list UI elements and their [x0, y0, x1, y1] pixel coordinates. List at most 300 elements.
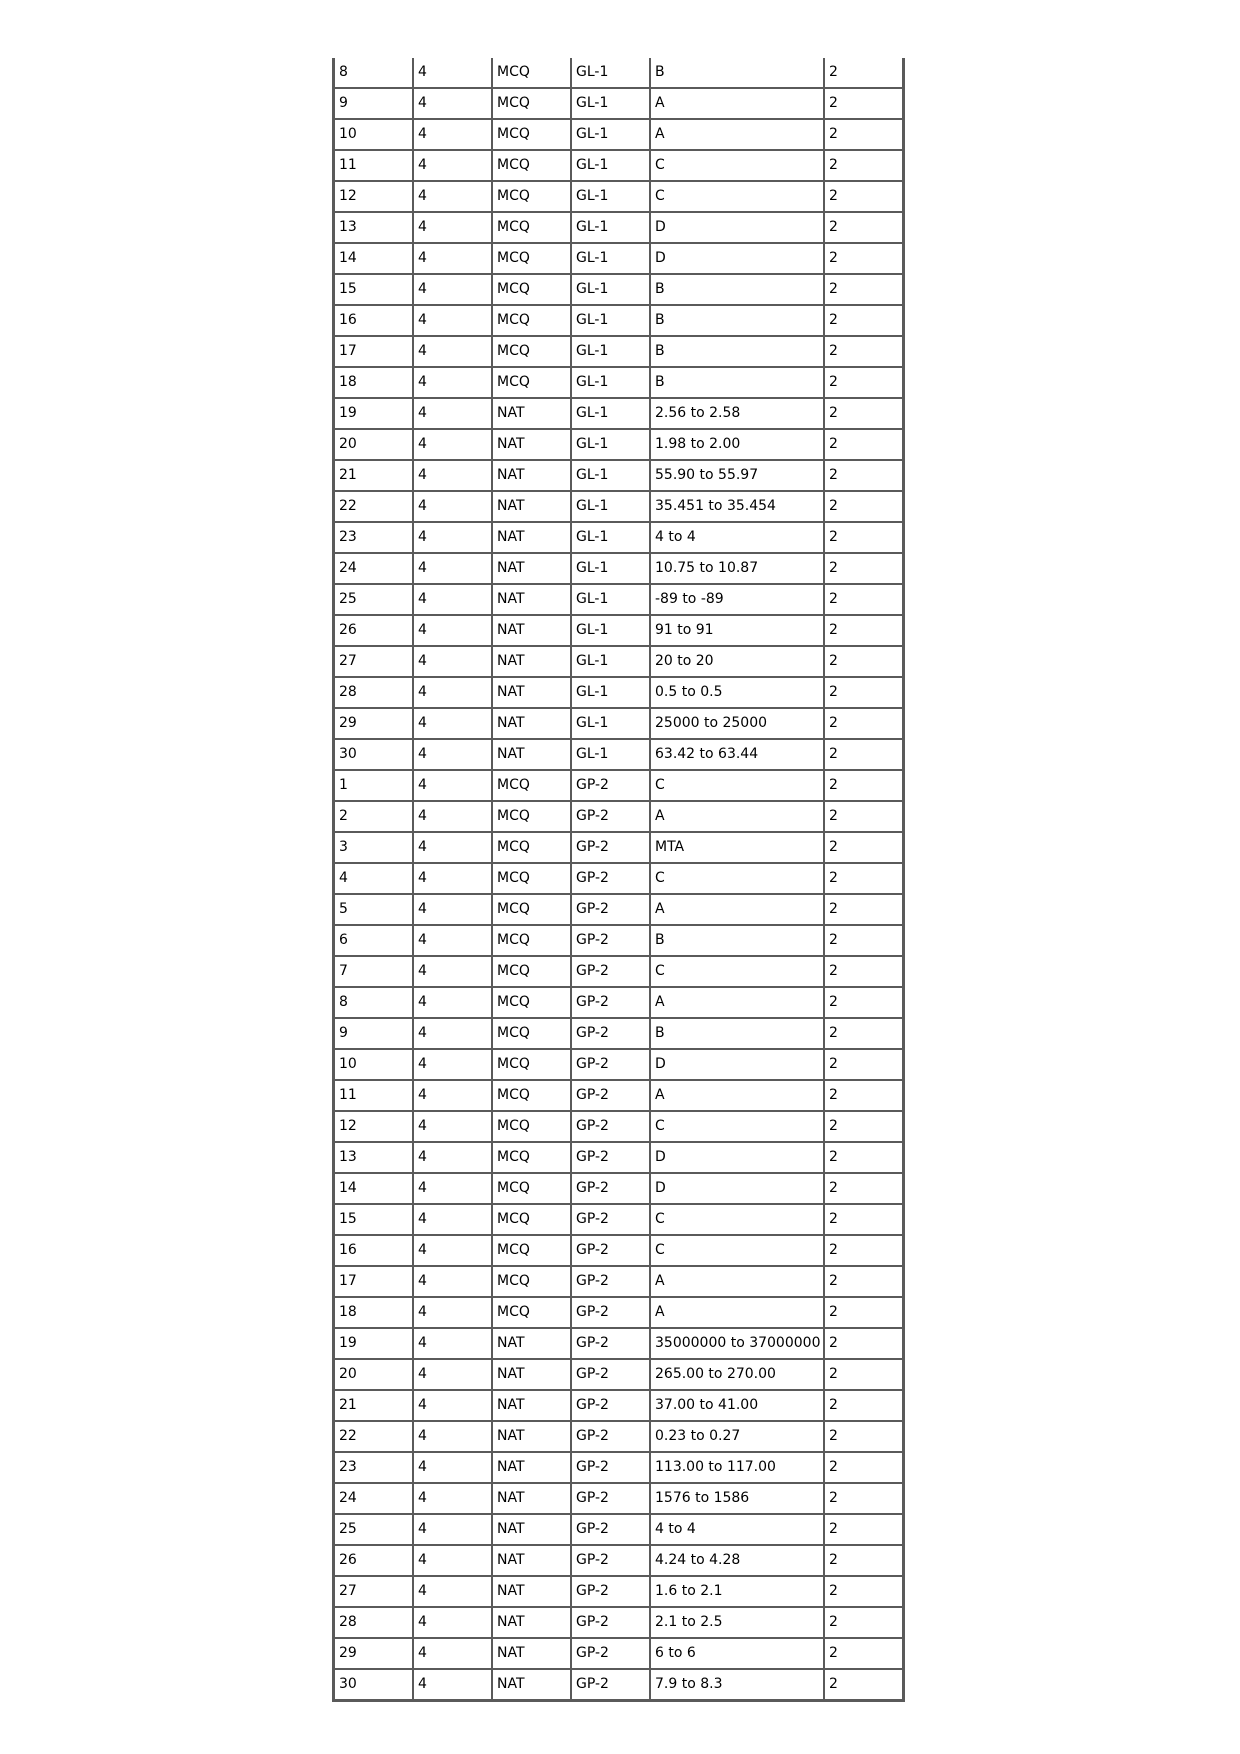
section-cell: 4 [413, 1266, 492, 1297]
section-cell: 4 [413, 863, 492, 894]
table-row [334, 1235, 903, 1266]
section-cell: 4 [413, 956, 492, 987]
question-type-cell: MCQ [492, 1173, 571, 1204]
question-number-cell: 20 [334, 429, 413, 460]
question-type-cell: MCQ [492, 305, 571, 336]
table-row [334, 1204, 903, 1235]
marks-cell: 2 [824, 987, 903, 1018]
question-type-cell: NAT [492, 1328, 571, 1359]
marks-cell: 2 [824, 739, 903, 770]
paper-code-cell: GP-2 [571, 894, 650, 925]
answer-key-cell: C [650, 1235, 824, 1266]
table-row [334, 398, 903, 429]
answer-key-cell: 265.00 to 270.00 [650, 1359, 824, 1390]
paper-code-cell: GP-2 [571, 1452, 650, 1483]
paper-code-cell: GP-2 [571, 1111, 650, 1142]
question-number-cell: 9 [334, 1018, 413, 1049]
section-cell: 4 [413, 274, 492, 305]
question-type-cell: NAT [492, 1607, 571, 1638]
answer-key-cell: 0.5 to 0.5 [650, 677, 824, 708]
marks-cell: 2 [824, 1018, 903, 1049]
section-cell: 4 [413, 58, 492, 88]
table-row [334, 274, 903, 305]
question-number-cell: 23 [334, 522, 413, 553]
table-row [334, 1638, 903, 1669]
question-number-cell: 11 [334, 150, 413, 181]
question-number-cell: 27 [334, 646, 413, 677]
marks-cell: 2 [824, 1638, 903, 1669]
question-type-cell: NAT [492, 646, 571, 677]
paper-code-cell: GL-1 [571, 429, 650, 460]
answer-key-cell: B [650, 274, 824, 305]
question-number-cell: 19 [334, 398, 413, 429]
paper-code-cell: GL-1 [571, 243, 650, 274]
question-number-cell: 24 [334, 1483, 413, 1514]
section-cell: 4 [413, 925, 492, 956]
question-number-cell: 18 [334, 1297, 413, 1328]
question-number-cell: 12 [334, 181, 413, 212]
answer-key-cell: C [650, 1111, 824, 1142]
question-type-cell: MCQ [492, 212, 571, 243]
table-row [334, 646, 903, 677]
table-row [334, 119, 903, 150]
answer-key-cell: D [650, 1173, 824, 1204]
answer-key-table [332, 58, 905, 1702]
table-row [334, 584, 903, 615]
paper-code-cell: GL-1 [571, 367, 650, 398]
section-cell: 4 [413, 1607, 492, 1638]
paper-code-cell: GP-2 [571, 1173, 650, 1204]
paper-code-cell: GL-1 [571, 646, 650, 677]
paper-code-cell: GL-1 [571, 88, 650, 119]
marks-cell: 2 [824, 336, 903, 367]
paper-code-cell: GL-1 [571, 305, 650, 336]
marks-cell: 2 [824, 801, 903, 832]
question-type-cell: MCQ [492, 987, 571, 1018]
section-cell: 4 [413, 646, 492, 677]
question-type-cell: MCQ [492, 1018, 571, 1049]
table-row [334, 894, 903, 925]
answer-key-cell: 2.1 to 2.5 [650, 1607, 824, 1638]
question-type-cell: MCQ [492, 801, 571, 832]
question-type-cell: NAT [492, 460, 571, 491]
answer-key-cell: A [650, 1297, 824, 1328]
section-cell: 4 [413, 1080, 492, 1111]
section-cell: 4 [413, 1638, 492, 1669]
paper-code-cell: GL-1 [571, 522, 650, 553]
table-row [334, 1483, 903, 1514]
question-number-cell: 8 [334, 987, 413, 1018]
question-type-cell: NAT [492, 553, 571, 584]
table-row [334, 429, 903, 460]
table-row [334, 58, 903, 88]
question-type-cell: MCQ [492, 1297, 571, 1328]
paper-code-cell: GL-1 [571, 336, 650, 367]
section-cell: 4 [413, 336, 492, 367]
question-number-cell: 19 [334, 1328, 413, 1359]
section-cell: 4 [413, 1576, 492, 1607]
question-type-cell: MCQ [492, 1111, 571, 1142]
table-row [334, 88, 903, 119]
paper-code-cell: GP-2 [571, 1483, 650, 1514]
section-cell: 4 [413, 615, 492, 646]
question-type-cell: MCQ [492, 1049, 571, 1080]
paper-code-cell: GP-2 [571, 1421, 650, 1452]
paper-code-cell: GP-2 [571, 1545, 650, 1576]
marks-cell: 2 [824, 770, 903, 801]
question-type-cell: NAT [492, 1359, 571, 1390]
table-row [334, 522, 903, 553]
question-type-cell: MCQ [492, 1204, 571, 1235]
table-row [334, 460, 903, 491]
marks-cell: 2 [824, 1173, 903, 1204]
table-row [334, 1514, 903, 1545]
question-number-cell: 27 [334, 1576, 413, 1607]
section-cell: 4 [413, 708, 492, 739]
question-type-cell: NAT [492, 1545, 571, 1576]
marks-cell: 2 [824, 88, 903, 119]
paper-code-cell: GL-1 [571, 491, 650, 522]
table-row [334, 1669, 903, 1700]
answer-key-cell: 4.24 to 4.28 [650, 1545, 824, 1576]
question-type-cell: NAT [492, 1576, 571, 1607]
section-cell: 4 [413, 987, 492, 1018]
question-type-cell: NAT [492, 1421, 571, 1452]
question-number-cell: 26 [334, 615, 413, 646]
answer-key-cell: 35000000 to 37000000 [650, 1328, 824, 1359]
answer-key-cell: A [650, 119, 824, 150]
answer-key-cell: A [650, 88, 824, 119]
marks-cell: 2 [824, 243, 903, 274]
marks-cell: 2 [824, 181, 903, 212]
marks-cell: 2 [824, 1359, 903, 1390]
table-row [334, 863, 903, 894]
paper-code-cell: GL-1 [571, 398, 650, 429]
table-row [334, 832, 903, 863]
marks-cell: 2 [824, 398, 903, 429]
paper-code-cell: GL-1 [571, 615, 650, 646]
question-number-cell: 3 [334, 832, 413, 863]
table-row [334, 305, 903, 336]
question-type-cell: NAT [492, 1390, 571, 1421]
question-type-cell: NAT [492, 1514, 571, 1545]
answer-key-cell: 4 to 4 [650, 1514, 824, 1545]
section-cell: 4 [413, 212, 492, 243]
answer-key-cell: D [650, 243, 824, 274]
answer-key-cell: A [650, 801, 824, 832]
marks-cell: 2 [824, 150, 903, 181]
table-row [334, 336, 903, 367]
answer-key-cell: 1.6 to 2.1 [650, 1576, 824, 1607]
question-type-cell: NAT [492, 429, 571, 460]
paper-code-cell: GL-1 [571, 739, 650, 770]
question-number-cell: 29 [334, 708, 413, 739]
paper-code-cell: GL-1 [571, 460, 650, 491]
table-row [334, 1297, 903, 1328]
question-number-cell: 15 [334, 1204, 413, 1235]
answer-key-cell: B [650, 1018, 824, 1049]
table-row [334, 1080, 903, 1111]
question-number-cell: 2 [334, 801, 413, 832]
question-type-cell: MCQ [492, 274, 571, 305]
marks-cell: 2 [824, 367, 903, 398]
question-number-cell: 26 [334, 1545, 413, 1576]
answer-key-cell: D [650, 212, 824, 243]
section-cell: 4 [413, 522, 492, 553]
marks-cell: 2 [824, 708, 903, 739]
section-cell: 4 [413, 305, 492, 336]
marks-cell: 2 [824, 1142, 903, 1173]
paper-code-cell: GP-2 [571, 1390, 650, 1421]
paper-code-cell: GP-2 [571, 1576, 650, 1607]
section-cell: 4 [413, 739, 492, 770]
paper-code-cell: GP-2 [571, 1328, 650, 1359]
marks-cell: 2 [824, 212, 903, 243]
question-number-cell: 7 [334, 956, 413, 987]
table-row [334, 708, 903, 739]
table-row [334, 770, 903, 801]
paper-code-cell: GP-2 [571, 1080, 650, 1111]
marks-cell: 2 [824, 429, 903, 460]
marks-cell: 2 [824, 1049, 903, 1080]
question-type-cell: MCQ [492, 770, 571, 801]
answer-key-cell: C [650, 150, 824, 181]
answer-key-body [334, 58, 903, 1700]
paper-code-cell: GP-2 [571, 1514, 650, 1545]
table-row [334, 1328, 903, 1359]
section-cell: 4 [413, 1390, 492, 1421]
marks-cell: 2 [824, 491, 903, 522]
marks-cell: 2 [824, 1483, 903, 1514]
table-row [334, 491, 903, 522]
paper-code-cell: GP-2 [571, 1235, 650, 1266]
question-type-cell: MCQ [492, 119, 571, 150]
question-number-cell: 14 [334, 243, 413, 274]
answer-key-cell: 2.56 to 2.58 [650, 398, 824, 429]
marks-cell: 2 [824, 274, 903, 305]
marks-cell: 2 [824, 1514, 903, 1545]
paper-code-cell: GP-2 [571, 1266, 650, 1297]
answer-key-cell: C [650, 770, 824, 801]
marks-cell: 2 [824, 58, 903, 88]
table-row [334, 367, 903, 398]
marks-cell: 2 [824, 1390, 903, 1421]
paper-code-cell: GL-1 [571, 150, 650, 181]
answer-key-cell: B [650, 367, 824, 398]
question-type-cell: NAT [492, 398, 571, 429]
marks-cell: 2 [824, 305, 903, 336]
question-type-cell: NAT [492, 1638, 571, 1669]
question-type-cell: MCQ [492, 894, 571, 925]
answer-key-cell: 20 to 20 [650, 646, 824, 677]
section-cell: 4 [413, 398, 492, 429]
question-number-cell: 25 [334, 1514, 413, 1545]
question-type-cell: MCQ [492, 88, 571, 119]
answer-key-cell: 35.451 to 35.454 [650, 491, 824, 522]
section-cell: 4 [413, 429, 492, 460]
marks-cell: 2 [824, 1111, 903, 1142]
paper-code-cell: GP-2 [571, 925, 650, 956]
paper-code-cell: GP-2 [571, 1669, 650, 1700]
section-cell: 4 [413, 1483, 492, 1514]
table-row [334, 1049, 903, 1080]
section-cell: 4 [413, 1049, 492, 1080]
question-type-cell: NAT [492, 491, 571, 522]
answer-key-cell: C [650, 181, 824, 212]
answer-key-cell: C [650, 956, 824, 987]
question-number-cell: 6 [334, 925, 413, 956]
table-row [334, 1142, 903, 1173]
section-cell: 4 [413, 1173, 492, 1204]
answer-key-cell: 4 to 4 [650, 522, 824, 553]
question-number-cell: 17 [334, 336, 413, 367]
question-type-cell: MCQ [492, 832, 571, 863]
section-cell: 4 [413, 1018, 492, 1049]
answer-key-cell: 10.75 to 10.87 [650, 553, 824, 584]
paper-code-cell: GL-1 [571, 58, 650, 88]
section-cell: 4 [413, 832, 492, 863]
section-cell: 4 [413, 367, 492, 398]
section-cell: 4 [413, 1297, 492, 1328]
answer-key-cell: 25000 to 25000 [650, 708, 824, 739]
table-row [334, 1452, 903, 1483]
section-cell: 4 [413, 1421, 492, 1452]
answer-key-cell: 55.90 to 55.97 [650, 460, 824, 491]
answer-key-cell: D [650, 1049, 824, 1080]
answer-key-cell: 6 to 6 [650, 1638, 824, 1669]
answer-key-cell: 7.9 to 8.3 [650, 1669, 824, 1700]
table-row [334, 1545, 903, 1576]
table-row [334, 243, 903, 274]
question-number-cell: 11 [334, 1080, 413, 1111]
marks-cell: 2 [824, 1421, 903, 1452]
question-number-cell: 16 [334, 305, 413, 336]
paper-code-cell: GL-1 [571, 553, 650, 584]
answer-key-cell: A [650, 1080, 824, 1111]
marks-cell: 2 [824, 460, 903, 491]
marks-cell: 2 [824, 1328, 903, 1359]
question-number-cell: 10 [334, 119, 413, 150]
paper-code-cell: GL-1 [571, 584, 650, 615]
table-row [334, 181, 903, 212]
question-type-cell: NAT [492, 1483, 571, 1514]
question-number-cell: 1 [334, 770, 413, 801]
paper-code-cell: GL-1 [571, 708, 650, 739]
answer-key-cell: 113.00 to 117.00 [650, 1452, 824, 1483]
section-cell: 4 [413, 460, 492, 491]
section-cell: 4 [413, 894, 492, 925]
answer-key-cell: 1.98 to 2.00 [650, 429, 824, 460]
table-row [334, 956, 903, 987]
marks-cell: 2 [824, 1080, 903, 1111]
question-type-cell: NAT [492, 708, 571, 739]
table-row [334, 1266, 903, 1297]
question-number-cell: 14 [334, 1173, 413, 1204]
marks-cell: 2 [824, 553, 903, 584]
section-cell: 4 [413, 1452, 492, 1483]
section-cell: 4 [413, 150, 492, 181]
table-row [334, 553, 903, 584]
paper-code-cell: GP-2 [571, 1142, 650, 1173]
section-cell: 4 [413, 1545, 492, 1576]
question-number-cell: 28 [334, 1607, 413, 1638]
question-type-cell: MCQ [492, 863, 571, 894]
question-number-cell: 13 [334, 212, 413, 243]
marks-cell: 2 [824, 646, 903, 677]
marks-cell: 2 [824, 863, 903, 894]
question-type-cell: MCQ [492, 58, 571, 88]
section-cell: 4 [413, 119, 492, 150]
question-number-cell: 12 [334, 1111, 413, 1142]
marks-cell: 2 [824, 1204, 903, 1235]
paper-code-cell: GL-1 [571, 212, 650, 243]
answer-key-cell: C [650, 863, 824, 894]
answer-key-cell: D [650, 1142, 824, 1173]
question-number-cell: 5 [334, 894, 413, 925]
answer-key-cell: B [650, 58, 824, 88]
table-row [334, 1607, 903, 1638]
paper-code-cell: GL-1 [571, 274, 650, 305]
table-row [334, 1018, 903, 1049]
table-row [334, 615, 903, 646]
marks-cell: 2 [824, 925, 903, 956]
section-cell: 4 [413, 553, 492, 584]
answer-key-cell: A [650, 987, 824, 1018]
question-number-cell: 24 [334, 553, 413, 584]
question-type-cell: MCQ [492, 181, 571, 212]
table-row [334, 739, 903, 770]
marks-cell: 2 [824, 1545, 903, 1576]
question-type-cell: NAT [492, 677, 571, 708]
table-row [334, 1173, 903, 1204]
marks-cell: 2 [824, 1297, 903, 1328]
paper-code-cell: GP-2 [571, 1607, 650, 1638]
marks-cell: 2 [824, 1607, 903, 1638]
table-row [334, 1390, 903, 1421]
section-cell: 4 [413, 801, 492, 832]
answer-key-cell: B [650, 925, 824, 956]
question-number-cell: 30 [334, 1669, 413, 1700]
answer-key-cell: A [650, 894, 824, 925]
question-number-cell: 22 [334, 1421, 413, 1452]
question-type-cell: NAT [492, 739, 571, 770]
section-cell: 4 [413, 88, 492, 119]
question-type-cell: MCQ [492, 1080, 571, 1111]
question-type-cell: NAT [492, 1669, 571, 1700]
section-cell: 4 [413, 1235, 492, 1266]
question-type-cell: MCQ [492, 956, 571, 987]
table-row [334, 212, 903, 243]
paper-code-cell: GL-1 [571, 119, 650, 150]
answer-key-cell: 0.23 to 0.27 [650, 1421, 824, 1452]
paper-code-cell: GP-2 [571, 1049, 650, 1080]
marks-cell: 2 [824, 1266, 903, 1297]
question-number-cell: 21 [334, 460, 413, 491]
question-number-cell: 8 [334, 58, 413, 88]
section-cell: 4 [413, 1204, 492, 1235]
paper-code-cell: GP-2 [571, 1297, 650, 1328]
section-cell: 4 [413, 770, 492, 801]
answer-key-cell: 1576 to 1586 [650, 1483, 824, 1514]
answer-key-cell: 91 to 91 [650, 615, 824, 646]
section-cell: 4 [413, 1142, 492, 1173]
question-type-cell: MCQ [492, 1142, 571, 1173]
question-type-cell: NAT [492, 615, 571, 646]
marks-cell: 2 [824, 1669, 903, 1700]
marks-cell: 2 [824, 1452, 903, 1483]
question-number-cell: 10 [334, 1049, 413, 1080]
question-type-cell: MCQ [492, 243, 571, 274]
